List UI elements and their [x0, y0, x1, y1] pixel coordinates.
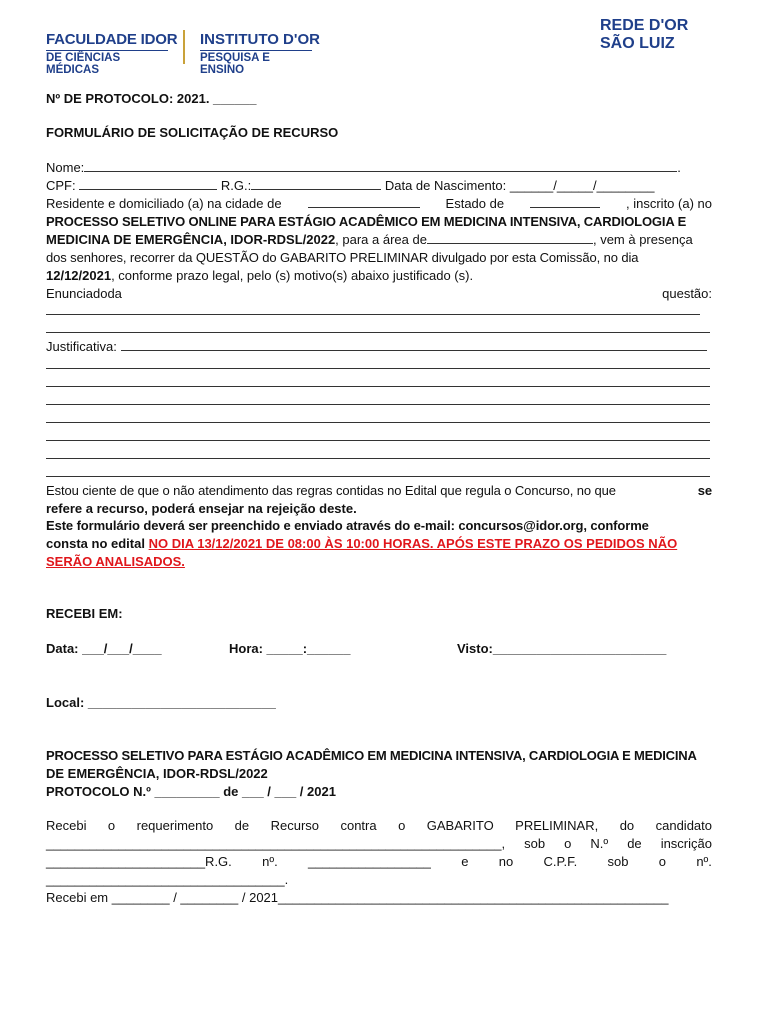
receipt-line2	[46, 835, 712, 852]
enunciado-line-1[interactable]	[46, 314, 700, 315]
r3-w5: C.P.F.	[543, 854, 578, 869]
protocol-number: Nº DE PROTOCOLO: 2021. ______	[46, 91, 257, 106]
justificativa-line-3[interactable]	[46, 404, 710, 405]
residente-row	[46, 195, 712, 212]
justificativa-line-1[interactable]	[46, 368, 710, 369]
justificativa-field[interactable]	[121, 338, 707, 351]
justificativa-line-4[interactable]	[46, 422, 710, 423]
nascimento-field[interactable]: ______/_____/________	[509, 178, 655, 193]
nome-field[interactable]	[84, 159, 677, 172]
data-bold: 12/12/2021	[46, 268, 112, 283]
envio-deadline: NO DIA 13/12/2021 DE 08:00 ÀS 10:00 HORAS. APÓS ESTE PRAZO OS PEDIDOS NÃO	[148, 536, 678, 551]
envio-line2-a: consta no edital	[46, 536, 145, 551]
instituto-logo-line2: PESQUISA E ENSINO	[200, 50, 312, 76]
r3-w2[interactable]: _________________	[307, 854, 431, 869]
instituto-logo-line1: INSTITUTO D'OR	[200, 31, 320, 48]
r1-w3: de	[234, 818, 250, 833]
cpf-label: CPF:	[46, 178, 76, 193]
logo-divider	[183, 30, 185, 64]
recebi-em-label: RECEBI EM:	[46, 606, 123, 621]
rg-field[interactable]	[251, 177, 381, 190]
r3-w0[interactable]: ______________________R.G.	[46, 854, 232, 869]
r2-w4: inscrição	[660, 836, 712, 851]
estado-field[interactable]	[530, 195, 600, 208]
r1-w5: contra	[340, 818, 377, 833]
r1-w4: Recurso	[270, 818, 320, 833]
enunciado-word3: questão:	[662, 286, 712, 301]
rg-label: R.G.:	[220, 178, 252, 193]
r1-w10: candidato	[655, 818, 712, 833]
r3-w8: nº.	[696, 854, 712, 869]
r2-w1: o	[564, 836, 572, 851]
data-rest: , conforme prazo legal, pelo (s) motivo(s) abaixo justificado (s).	[111, 268, 474, 283]
cpf-field[interactable]	[79, 177, 217, 190]
receipt-title-line1: PROCESSO SELETIVO PARA ESTÁGIO ACADÊMICO EM MEDICINA INTENSIVA, CARDIOLOGIA E MEDICINA	[46, 748, 697, 763]
r1-w1: o	[107, 818, 116, 833]
recebi-em-receipt[interactable]: Recebi em ________ / ________ / 2021______________________________________________________	[46, 890, 669, 905]
rede-dor-logo	[600, 18, 688, 52]
enunciado-word1: Enunciado	[46, 286, 108, 301]
r1-w2: requerimento	[136, 818, 214, 833]
r3-w6: sob	[607, 854, 629, 869]
residente-text-c: , inscrito (a) no	[626, 196, 712, 211]
residente-text-b: Estado de	[445, 196, 505, 211]
form-title: FORMULÁRIO DE SOLICITAÇÃO DE RECURSO	[46, 125, 339, 140]
receipt-line1	[46, 817, 712, 834]
area-field[interactable]	[427, 231, 593, 244]
enunciado-gap	[122, 285, 662, 302]
faculdade-idor-logo	[46, 32, 177, 76]
rede-logo-line2: SÃO LUIZ	[600, 35, 675, 52]
justificativa-line-7[interactable]	[46, 476, 710, 477]
senhores-line: dos senhores, recorrer da QUESTÃO do GABARITO PRELIMINAR divulgado por esta Comissão, no dia	[46, 250, 639, 265]
r3-w3: e	[461, 854, 469, 869]
local-field[interactable]: Local: __________________________	[46, 695, 276, 710]
ciente-line1	[46, 482, 712, 499]
r1-w0: Recebi	[46, 818, 87, 833]
r2-w3: de	[627, 836, 642, 851]
envio-line3	[46, 553, 712, 570]
cpf-receipt-field[interactable]: _________________________________.	[46, 872, 289, 887]
r1-w9: do	[619, 818, 635, 833]
r3-w4: no	[498, 854, 514, 869]
justificativa-row	[46, 338, 712, 355]
processo-line2	[46, 231, 712, 248]
justificativa-line-5[interactable]	[46, 440, 710, 441]
faculdade-logo-line1: FACULDADE IDOR	[46, 31, 178, 48]
processo-line2-bold: MEDICINA DE EMERGÊNCIA, IDOR-RDSL/2022	[46, 232, 336, 247]
nascimento-label: Data de Nascimento:	[384, 178, 507, 193]
receipt-title-line2: DE EMERGÊNCIA, IDOR-RDSL/2022	[46, 766, 268, 781]
justificativa-line-6[interactable]	[46, 458, 710, 459]
r2-w0: sob	[524, 836, 546, 851]
rede-logo-line1: REDE D'OR	[600, 17, 689, 34]
candidato-field[interactable]: _______________________________________________________________,	[46, 836, 506, 851]
r1-w7: GABARITO	[426, 818, 494, 833]
nome-row: Nome: .	[46, 160, 681, 175]
justificativa-line-2[interactable]	[46, 386, 710, 387]
enunciado-line-2[interactable]	[46, 332, 710, 333]
processo-line2-a: , para a área de	[335, 232, 427, 247]
faculdade-logo-line2: DE CIÊNCIAS MÉDICAS	[46, 50, 168, 76]
residente-text-a: Residente e domiciliado (a) na cidade de	[46, 196, 282, 211]
instituto-dor-logo	[200, 32, 320, 76]
cpf-row	[46, 177, 712, 194]
envio-deadline-cont: SERÃO ANALISADOS.	[46, 554, 185, 569]
r3-w1: nº.	[262, 854, 278, 869]
nome-label: Nome:	[46, 160, 85, 175]
r1-w6: o	[398, 818, 406, 833]
processo-line1: PROCESSO SELETIVO ONLINE PARA ESTÁGIO ACADÊMICO EM MEDICINA INTENSIVA, CARDIOLOGIA E	[46, 214, 687, 229]
receipt-protocol[interactable]: PROTOCOLO N.º _________ de ___ / ___ / 2021	[46, 784, 336, 799]
hora-field[interactable]: Hora: _____:______	[229, 641, 351, 656]
envio-line2	[46, 535, 712, 552]
cidade-field[interactable]	[308, 195, 420, 208]
enunciado-word2: da	[107, 286, 122, 301]
ciente-line1-a: Estou ciente de que o não atendimento das regras contidas no Edital que regula o Concurso, no que	[46, 483, 616, 498]
data-line	[46, 267, 712, 284]
receipt-line3	[46, 853, 712, 870]
processo-line2-b: , vem à presença	[592, 232, 693, 247]
visto-field[interactable]: Visto:________________________	[457, 641, 667, 656]
ciente-line1-b: se	[697, 483, 712, 498]
r1-w8: PRELIMINAR,	[515, 818, 599, 833]
r3-w7: o	[658, 854, 667, 869]
justificativa-label: Justificativa:	[46, 339, 117, 354]
enunciado-row	[46, 285, 712, 302]
r2-w2: N.º	[590, 836, 609, 851]
envio-line1: Este formulário deverá ser preenchido e enviado através do e-mail: concursos@idor.org, conforme	[46, 518, 649, 533]
ciente-line2: refere a recurso, poderá ensejar na rejeição deste.	[46, 501, 357, 516]
data-field[interactable]: Data: ___/___/____	[46, 641, 162, 656]
